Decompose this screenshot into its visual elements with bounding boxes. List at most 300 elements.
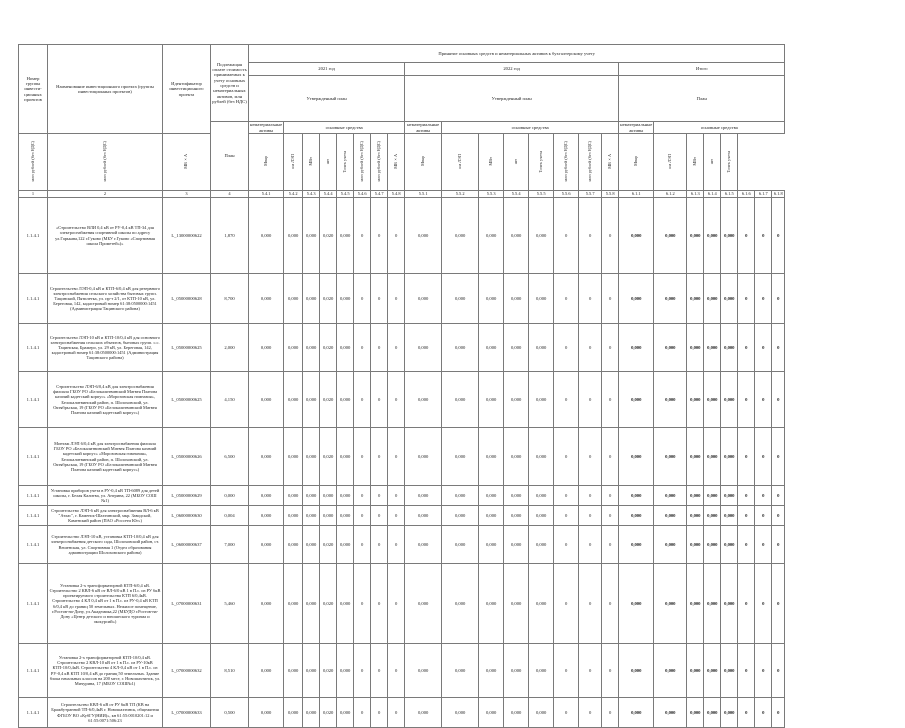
cell-value: 0: [371, 428, 388, 486]
cell-value: 0,000: [619, 506, 654, 526]
header-year-2021: 2021 год: [249, 63, 405, 76]
index-cell: 5.4.1: [249, 191, 284, 198]
header-unit-0-3-text: Мвар: [262, 156, 268, 167]
cell-value: 0: [354, 428, 371, 486]
header-fixed-assets-0: основные средства: [284, 122, 405, 134]
cell-value: 0: [738, 274, 755, 324]
header-unit-2-1-text: млн рублей (без НДС): [586, 141, 592, 182]
cell-value: 0: [579, 506, 602, 526]
cell-value: 0: [602, 564, 619, 644]
cell-project-id: L_07000000633: [163, 698, 211, 728]
index-cell: 3: [163, 191, 211, 198]
cell-value: 0,000: [687, 324, 704, 372]
header-unit-0-2-text: МВ×А: [183, 153, 189, 169]
cell-value: 0: [602, 526, 619, 564]
cell-value: 0,000: [704, 324, 721, 372]
index-cell: 5.5.6: [554, 191, 579, 198]
cell-value: 0,000: [619, 486, 654, 506]
index-cell: 2: [48, 191, 163, 198]
cell-value: 0,000: [284, 644, 303, 698]
cell-value: 0: [755, 198, 772, 274]
cell-value: 0: [371, 644, 388, 698]
cell-value: 0: [772, 372, 785, 428]
cell-value: 0: [554, 564, 579, 644]
cell-value: 0: [755, 486, 772, 506]
cell-value: 0: [388, 486, 405, 506]
cell-value: 0: [554, 428, 579, 486]
cell-total: 0,004: [211, 506, 249, 526]
cell-group: 1.1.4.1: [19, 506, 48, 526]
cell-value: 0,000: [654, 698, 687, 728]
header-fixed-assets-1: основные средства: [442, 122, 619, 134]
cell-value: 0,000: [529, 274, 554, 324]
cell-value: 0,000: [303, 274, 320, 324]
cell-value: 0,000: [337, 506, 354, 526]
table-row: [19, 428, 785, 486]
cell-value: 0: [602, 428, 619, 486]
cell-value: 0,000: [479, 486, 504, 506]
header-unit-2-6: [704, 134, 721, 191]
cell-value: 0: [738, 506, 755, 526]
cell-group: 1.1.4.1: [19, 526, 48, 564]
cell-value: 0,000: [619, 324, 654, 372]
cell-value: 0,000: [320, 486, 337, 506]
cell-value: 0,000: [442, 644, 479, 698]
cell-value: 0,000: [721, 324, 738, 372]
header-unit-0-7: [337, 134, 354, 191]
cell-value: 0,000: [442, 274, 479, 324]
cell-project-name: Строительство ЛЭП-10 кВ и КТП-10/0,4 кВ для основного электроснабжения сельских объектов, бытовых групп. с.с. Тацинская, Бражеро, ул. 29 кВ, ул. Береговая, 142, кадастровый номер 61:38:0500000:1451 (Администрация Тацинского района): [48, 324, 163, 372]
cell-value: 0,000: [337, 526, 354, 564]
cell-value: 0,000: [687, 428, 704, 486]
cell-value: 0,000: [687, 372, 704, 428]
cell-value: 0: [738, 526, 755, 564]
header-total-cost: Подлежащая оплате стоимость принимаемых к учету основных средств и нематериальных активов, млн рублей (без НДС): [211, 45, 249, 122]
header-unit-2-0-text: млн рублей (без НДС): [562, 141, 568, 182]
cell-value: 0: [354, 372, 371, 428]
index-cell: 6.1.1: [619, 191, 654, 198]
cell-value: 0,000: [442, 324, 479, 372]
index-cell: 6.1.4: [704, 191, 721, 198]
cell-value: 0,020: [320, 564, 337, 644]
cell-value: 0,000: [504, 198, 529, 274]
cell-value: 0,000: [479, 506, 504, 526]
header-unit-0-1-text: млн рублей (без НДС): [101, 141, 107, 182]
cell-value: 0: [772, 198, 785, 274]
cell-project-name: Строительство ЛЭП-0,4 кВ и КТП-6/0,4 кВ для резервного электроснабжения сельского хозяйства бытовых групп. Тацинский, Пятилетка, ул. пр-т 2/1, от КТП-10 кВ, ул. Береговая, 142, кадастровый номер 61:38:0500000:1451 (Администрация Тацинского района): [48, 274, 163, 324]
header-unit-2-4-text: км ЛЭП: [666, 153, 672, 169]
cell-value: 0,000: [249, 486, 284, 506]
cell-value: 0: [354, 644, 371, 698]
cell-value: 0: [579, 564, 602, 644]
cell-value: 0,000: [529, 564, 554, 644]
header-unit-0-4: [284, 134, 303, 191]
cell-value: 0,000: [704, 526, 721, 564]
cell-value: 0,000: [284, 698, 303, 728]
cell-project-name: Установка 2-х трансформаторной КТП-10/0,4 кВ. Строительство 2 КВЛ-10 кВ от 1 в П.с. из РУ-10кВ КТП-10/0,4кВ. Строительство 4 КЛ-0,4 кВ от 1 в П.с. из РУ-0,4 кВ КТП 10/0,4 кВ до границ 50 земельных. Здание блока начальных классов на 200 мест, г. Новошахтинск, ул. Мичурина, 17 (МБОУ СОШ№1): [48, 644, 163, 698]
cell-value: 0: [354, 198, 371, 274]
cell-project-name: Установка приборов учета в РУ-0,4 кВ ТП-6089 для детей школы, г. Белая Калитва, ул. Ангрина, 22 (МБОУ СОШ №1): [48, 486, 163, 506]
cell-value: 0,000: [303, 486, 320, 506]
cell-value: 0: [371, 372, 388, 428]
header-unit-2-2-text: МВ×А: [606, 153, 612, 169]
header-unit-1-1-text: млн рублей (без НДС): [375, 141, 381, 182]
cell-value: 0,000: [284, 372, 303, 428]
cell-total: 8,700: [211, 274, 249, 324]
cell-project-name: Строительство ЛЭП-6 кВ для электроснабжения ВЛ-6 кВ "Атлас", г. Каменск-Шахтинский, мкр. Заводской, Каменский район (ПАО «Россети Юг»): [48, 506, 163, 526]
table-row: [19, 564, 785, 644]
cell-project-name: Строительство КВЛ-6 кВ от РУ 6кВ ТП (КВ на Бражбутранной ТП-6/0,4кВ г. Новошахтинск, общежития ФГБОУ ВО «КубГУ(НИИ)», кн 61:55:0010201:12 и 61:55:0071:506:23: [48, 698, 163, 728]
cell-value: 0: [579, 644, 602, 698]
cell-total: 4,150: [211, 372, 249, 428]
cell-value: 0: [579, 526, 602, 564]
cell-project-name: Монтаж ЛЭП 6/0,4 кВ для электроснабжения филиала ГБОУ РО «Белокалитвинский Матвея Платова казачий кадетский корпус» «Морозовская гимназия», Белокалитвинский район, п. Шолоховский, ул. Октябрьская, 19 (ГБОУ РО «Белокалитвинский Матвея Платова казачий кадетский корпус»): [48, 428, 163, 486]
cell-value: 0,000: [721, 428, 738, 486]
table-row: [19, 372, 785, 428]
cell-value: 0,000: [687, 486, 704, 506]
cell-value: 0: [579, 428, 602, 486]
header-unit-1-3-text: Мвар: [419, 156, 425, 167]
header-unit-1-2-text: МВ×А: [392, 153, 398, 169]
cell-value: 0,000: [619, 526, 654, 564]
cell-value: 0: [602, 506, 619, 526]
cell-value: 0,000: [405, 198, 442, 274]
cell-value: 0: [755, 564, 772, 644]
index-cell: 5.4.8: [388, 191, 405, 198]
cell-value: 0,000: [619, 428, 654, 486]
cell-value: 0: [354, 324, 371, 372]
header-unit-1-4-text: км ЛЭП: [456, 153, 462, 169]
cell-value: 0: [755, 324, 772, 372]
cell-value: 0,000: [504, 324, 529, 372]
cell-value: 0,000: [721, 564, 738, 644]
cell-value: 0,000: [303, 564, 320, 644]
cell-value: 0,000: [442, 698, 479, 728]
cell-value: 0,000: [442, 198, 479, 274]
header-year-2022: 2022 год: [405, 63, 619, 76]
cell-value: 0,000: [337, 274, 354, 324]
index-cell: 5.5.2: [442, 191, 479, 198]
cell-value: 0,000: [529, 698, 554, 728]
header-plan: План: [211, 122, 249, 191]
cell-value: 0,000: [504, 526, 529, 564]
index-cell: 5.5.4: [504, 191, 529, 198]
cell-project-id: L_13000000622: [163, 198, 211, 274]
cell-value: 0: [738, 198, 755, 274]
cell-total: 8,510: [211, 644, 249, 698]
cell-total: 0,000: [211, 486, 249, 506]
cell-value: 0,000: [704, 486, 721, 506]
cell-value: 0: [354, 564, 371, 644]
header-unit-2-3-text: Мвар: [632, 156, 638, 167]
cell-value: 0,000: [284, 274, 303, 324]
header-unit-0-4-text: км ЛЭП: [289, 153, 295, 169]
cell-project-id: L_05000000626: [163, 428, 211, 486]
cell-value: 0,000: [405, 698, 442, 728]
cell-value: 0,000: [405, 526, 442, 564]
cell-value: 0,000: [405, 644, 442, 698]
cell-value: 0: [738, 564, 755, 644]
cell-value: 0,000: [704, 506, 721, 526]
cell-value: 0,000: [405, 372, 442, 428]
cell-value: 0: [579, 198, 602, 274]
cell-value: 0,000: [284, 198, 303, 274]
cell-value: 0: [755, 372, 772, 428]
header-unit-2-6-text: шт: [708, 158, 714, 164]
cell-value: 0,000: [704, 428, 721, 486]
cell-value: 0: [579, 274, 602, 324]
header-unit-2-5: [687, 134, 704, 191]
cell-value: 0,000: [284, 428, 303, 486]
cell-group: 1.1.4.1: [19, 198, 48, 274]
header-unit-0-3: [249, 134, 284, 191]
investment-table: [18, 44, 785, 728]
cell-value: 0,000: [721, 198, 738, 274]
cell-value: 0: [554, 506, 579, 526]
header-unit-2-0: [554, 134, 579, 191]
header-unit-1-0-text: млн рублей (без НДС): [358, 141, 364, 182]
cell-value: 0,000: [504, 274, 529, 324]
cell-value: 0: [554, 644, 579, 698]
cell-value: 0,000: [654, 372, 687, 428]
cell-value: 0,000: [442, 564, 479, 644]
cell-value: 0,000: [303, 506, 320, 526]
cell-value: 0,000: [442, 372, 479, 428]
header-nonmaterial-0: нематериальные активы: [250, 122, 283, 133]
cell-value: 0: [579, 486, 602, 506]
header-unit-0-0-text: млн рублей (без НДС): [29, 141, 35, 182]
cell-value: 0,000: [479, 372, 504, 428]
cell-value: 0,000: [654, 526, 687, 564]
cell-total: 2,000: [211, 324, 249, 372]
cell-value: 0: [388, 198, 405, 274]
cell-value: 0,000: [249, 644, 284, 698]
cell-value: 0,000: [619, 274, 654, 324]
header-unit-1-6: [504, 134, 529, 191]
index-cell: 5.4.4: [320, 191, 337, 198]
cell-value: 0: [371, 486, 388, 506]
index-cell: 6.1.2: [654, 191, 687, 198]
cell-value: 0,000: [479, 324, 504, 372]
cell-value: 0,000: [654, 324, 687, 372]
cell-value: 0,000: [504, 486, 529, 506]
cell-value: 0,000: [529, 324, 554, 372]
cell-value: 0: [354, 506, 371, 526]
header-unit-1-5-text: МВт: [487, 157, 493, 166]
cell-value: 0,000: [479, 274, 504, 324]
cell-value: 0,000: [337, 428, 354, 486]
cell-value: 0: [371, 324, 388, 372]
cell-value: 0: [579, 698, 602, 728]
cell-value: 0: [772, 698, 785, 728]
cell-value: 0,000: [479, 198, 504, 274]
cell-value: 0,020: [320, 698, 337, 728]
header-unit-0-0: [19, 134, 48, 191]
cell-value: 0,000: [249, 198, 284, 274]
header-unit-2-5-text: МВт: [691, 157, 697, 166]
index-cell: 6.1.3: [687, 191, 704, 198]
index-cell: 5.5.8: [602, 191, 619, 198]
header-unit-2-2: [602, 134, 619, 191]
cell-value: 0: [371, 274, 388, 324]
cell-project-id: L_07000000632: [163, 644, 211, 698]
cell-value: 0: [554, 526, 579, 564]
cell-value: 0,000: [619, 198, 654, 274]
header-unit-0-7-text: Точек учета: [341, 150, 347, 173]
cell-value: 0: [755, 526, 772, 564]
cell-value: 0: [388, 428, 405, 486]
cell-value: 0,000: [284, 526, 303, 564]
cell-value: 0,000: [687, 698, 704, 728]
cell-value: 0,000: [529, 428, 554, 486]
header-project-name: Наименование инвестиционного проекта (группы инвестиционных проектов): [48, 45, 163, 134]
cell-value: 0,000: [619, 564, 654, 644]
header-unit-2-1: [579, 134, 602, 191]
cell-value: 0,000: [249, 526, 284, 564]
cell-value: 0: [738, 644, 755, 698]
index-cell: 5.4.6: [354, 191, 371, 198]
cell-value: 0,000: [704, 644, 721, 698]
cell-value: 0: [371, 698, 388, 728]
cell-value: 0,000: [405, 428, 442, 486]
index-cell: 5.5.1: [405, 191, 442, 198]
cell-value: 0: [755, 274, 772, 324]
cell-value: 0,000: [442, 506, 479, 526]
cell-value: 0,000: [504, 506, 529, 526]
cell-value: 0,000: [337, 198, 354, 274]
cell-group: 1.1.4.1: [19, 324, 48, 372]
cell-project-id: L_05000000629: [163, 486, 211, 506]
cell-total: 6,500: [211, 428, 249, 486]
cell-value: 0: [772, 486, 785, 506]
header-unit-1-2: [388, 134, 405, 191]
cell-value: 0,000: [687, 506, 704, 526]
header-unit-1-4: [442, 134, 479, 191]
cell-value: 0: [602, 644, 619, 698]
cell-value: 0: [388, 526, 405, 564]
cell-value: 0,000: [721, 274, 738, 324]
cell-group: 1.1.4.1: [19, 274, 48, 324]
index-cell: 6.1.8: [772, 191, 785, 198]
cell-value: 0,020: [320, 526, 337, 564]
cell-project-id: L_07000000631: [163, 564, 211, 644]
cell-value: 0,000: [704, 372, 721, 428]
cell-value: 0: [738, 428, 755, 486]
cell-value: 0: [354, 274, 371, 324]
cell-value: 0: [371, 198, 388, 274]
cell-value: 0: [579, 324, 602, 372]
cell-value: 0: [602, 698, 619, 728]
cell-value: 0,000: [529, 506, 554, 526]
table-row: [19, 526, 785, 564]
cell-group: 1.1.4.1: [19, 372, 48, 428]
cell-value: 0: [388, 372, 405, 428]
cell-project-id: L_06000000630: [163, 506, 211, 526]
header-unit-1-6-text: шт: [512, 158, 518, 164]
cell-value: 0,000: [504, 372, 529, 428]
cell-value: 0: [602, 372, 619, 428]
table-row: [19, 698, 785, 728]
cell-value: 0,000: [337, 644, 354, 698]
cell-group: 1.1.4.1: [19, 428, 48, 486]
cell-value: 0,000: [504, 698, 529, 728]
index-cell: 6.1.5: [721, 191, 738, 198]
cell-value: 0,000: [303, 198, 320, 274]
cell-value: 0,000: [479, 428, 504, 486]
header-project-id: Идентификатор инвестиционного проекта: [163, 45, 211, 134]
cell-group: 1.1.4.1: [19, 564, 48, 644]
cell-project-id: L_05000000625: [163, 324, 211, 372]
cell-value: 0,000: [284, 564, 303, 644]
cell-group: 1.1.4.1: [19, 644, 48, 698]
cell-value: 0,000: [721, 372, 738, 428]
index-cell: 5.4.3: [303, 191, 320, 198]
cell-value: 0: [772, 428, 785, 486]
cell-value: 0,000: [704, 564, 721, 644]
cell-value: 0,000: [704, 198, 721, 274]
cell-value: 0: [772, 526, 785, 564]
header-fixed-assets-2: основные средства: [654, 122, 785, 134]
cell-value: 0,000: [687, 274, 704, 324]
cell-value: 0: [772, 324, 785, 372]
cell-value: 0: [354, 526, 371, 564]
cell-value: 0,000: [303, 428, 320, 486]
cell-value: 0,000: [303, 644, 320, 698]
header-unit-0-5-text: МВт: [307, 157, 313, 166]
cell-value: 0,000: [303, 526, 320, 564]
cell-value: 0: [388, 324, 405, 372]
cell-value: 0: [738, 698, 755, 728]
table-row: [19, 506, 785, 526]
header-nonmaterial-2: нематериальные активы: [620, 122, 653, 133]
cell-value: 0,020: [320, 428, 337, 486]
cell-value: 0,020: [320, 274, 337, 324]
cell-value: 0,000: [504, 644, 529, 698]
cell-total: 0,500: [211, 698, 249, 728]
cell-value: 0: [388, 644, 405, 698]
cell-value: 0,000: [249, 506, 284, 526]
header-nonmaterial-1: нематериальные активы: [405, 122, 442, 134]
cell-value: 0,000: [721, 526, 738, 564]
cell-value: 0: [738, 324, 755, 372]
header-unit-1-7-text: Точек учета: [537, 150, 543, 173]
table-row: [19, 486, 785, 506]
index-cell: 1: [19, 191, 48, 198]
index-cell: 5.5.7: [579, 191, 602, 198]
cell-value: 0,000: [687, 526, 704, 564]
cell-value: 0: [602, 198, 619, 274]
cell-value: 0: [354, 698, 371, 728]
cell-value: 0,000: [405, 324, 442, 372]
header-unit-0-1: [48, 134, 163, 191]
cell-value: 0,000: [721, 486, 738, 506]
header-approved-plan-2021: Утвержденный план: [249, 76, 405, 122]
cell-value: 0: [554, 698, 579, 728]
cell-value: 0,000: [479, 526, 504, 564]
cell-value: 0: [388, 274, 405, 324]
cell-value: 0: [602, 486, 619, 506]
index-cell: 6.1.7: [755, 191, 772, 198]
cell-value: 0: [755, 698, 772, 728]
cell-value: 0,000: [654, 428, 687, 486]
header-unit-1-0: [354, 134, 371, 191]
cell-value: 0,000: [405, 274, 442, 324]
cell-value: 0,000: [619, 644, 654, 698]
cell-value: 0,020: [320, 372, 337, 428]
header-accept-title: Принятие основных средств и нематериальных активов к бухгалтерскому учету: [249, 45, 785, 63]
cell-value: 0: [772, 274, 785, 324]
header-plan-total: План: [619, 76, 785, 122]
